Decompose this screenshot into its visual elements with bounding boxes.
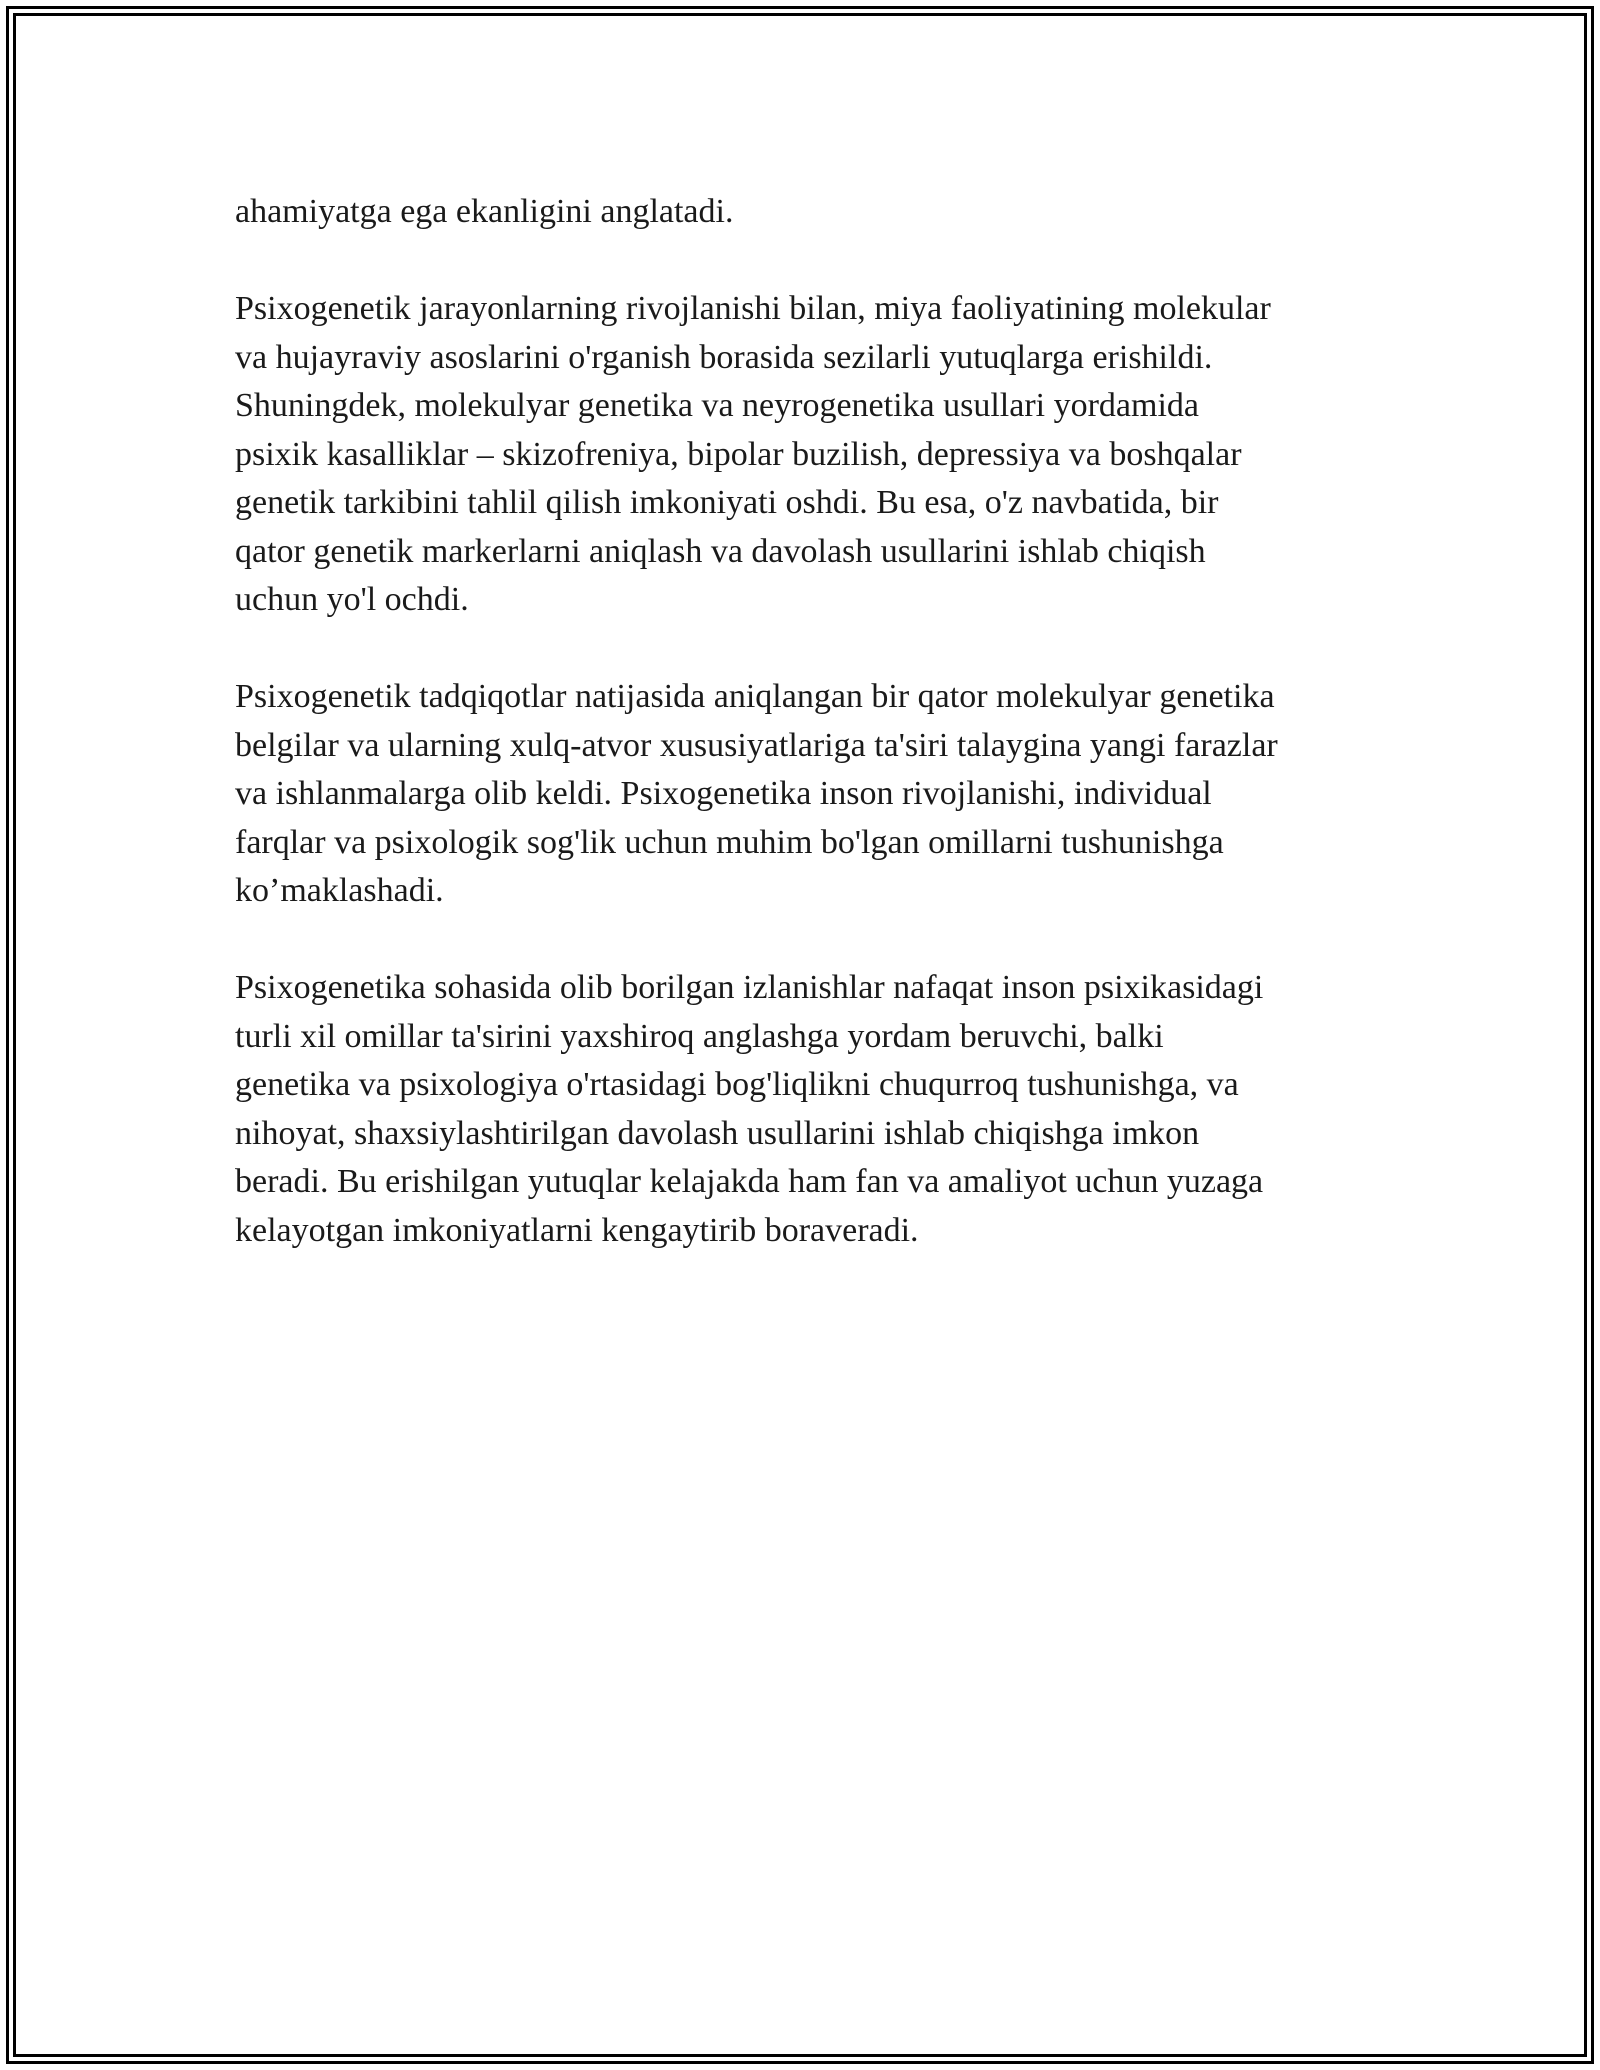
paragraph-4: Psixogenetika sohasida olib borilgan izlanishlar nafaqat inson psixikasidagi turli xil omillar ta'sirini yaxshiroq anglashga yordam beruvchi, balki genetika va psixologiya o'rtasidagi bog'liqlikni chuqurroq tushunishga, va nihoyat, shaxsiylashtirilgan davolash usullarini ishlab chiqishga imkon beradi. Bu erishilgan yutuqlar kelajakda ham fan va amaliyot uchun yuzaga kelayotgan imkoniyatlarni kengaytirib boraveradi. — [235, 969, 1264, 1249]
paragraph-1: ahamiyatga ega ekanligini anglatadi. — [235, 193, 734, 230]
paragraph-2: Psixogenetik jarayonlarning rivojlanishi bilan, miya faoliyatining molekular va hujayraviy asoslarini o'rganish borasida sezilarli yutuqlarga erishildi. Shuningdek, molekulyar genetika va neyrogenetika usullari yordamida psixik kasalliklar – skizofreniya, bipolar buzilish, depressiya va boshqalar genetik tarkibini tahlil qilish imkoniyati oshdi. Bu esa, o'z navbatida, bir qator genetik markerlarni aniqlash va davolash usullarini ishlab chiqish uchun yo'l ochdi. — [235, 290, 1271, 618]
paragraph-3: Psixogenetik tadqiqotlar natijasida aniqlangan bir qator molekulyar genetika belgilar va ularning xulq-atvor xususiyatlariga ta'siri talaygina yangi farazlar va ishlanmalarga olib keldi. Psixogenetika inson rivojlanishi, individual farqlar va psixologik sog'lik uchun muhim bo'lgan omillarni tushunishga ko’maklashadi. — [235, 678, 1278, 909]
document-body — [235, 188, 1380, 1304]
